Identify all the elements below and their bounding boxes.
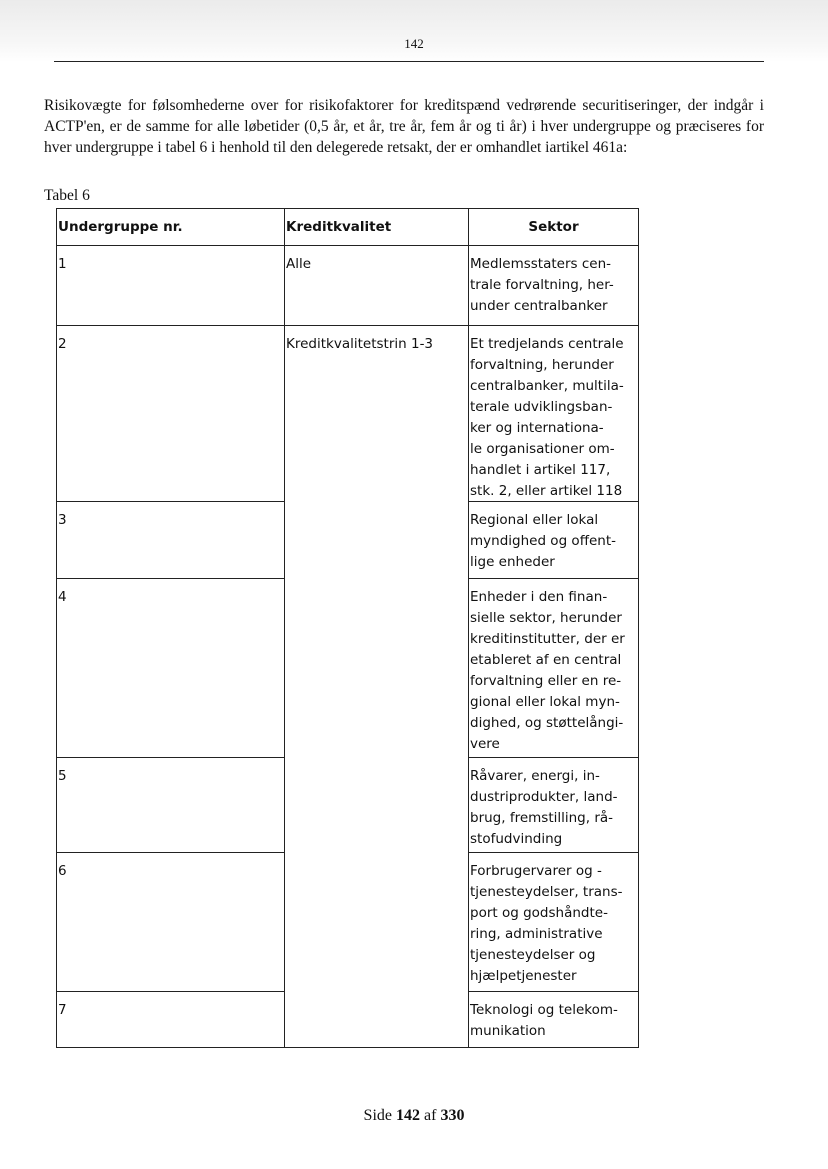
row-7-nr: 7 <box>56 991 285 1048</box>
header-kreditkvalitet: Kreditkvalitet <box>284 208 469 246</box>
footer-prefix: Side <box>363 1107 392 1124</box>
footer-sep: af <box>424 1107 437 1124</box>
row-5-sektor: Råvarer, energi, in- dustriprodukter, land- brug, fremstilling, rå- stofudvinding <box>468 757 639 853</box>
row-6-nr: 6 <box>56 852 285 992</box>
footer-current-page: 142 <box>396 1107 420 1124</box>
header-sektor: Sektor <box>468 208 639 246</box>
row-6-sektor: Forbrugervarer og - tjenesteydelser, trans- port og godshåndte- ring, administrative tjenesteydelser og hjælpetjenester <box>468 852 639 992</box>
row-1-nr: 1 <box>56 245 285 326</box>
row-2-sektor: Et tredjelands centrale forvaltning, herunder centralbanker, multila- terale udviklingsban- ker og internationa- le organisationer om- handlet i artikel 117, stk. 2, eller artikel 118 <box>468 325 639 502</box>
scan-shade <box>0 0 828 62</box>
row-3-sektor: Regional eller lokal myndighed og offent- lige enheder <box>468 501 639 579</box>
row-3-nr: 3 <box>56 501 285 579</box>
table-caption: Tabel 6 <box>44 187 90 204</box>
row-5-nr: 5 <box>56 757 285 853</box>
row-1-sektor: Medlemsstaters cen- trale forvaltning, her- under centralbanker <box>468 245 639 326</box>
page-number: 142 <box>404 36 424 51</box>
row-4-sektor: Enheder i den finan- sielle sektor, herunder kreditinstitutter, der er etableret af en central forvaltning eller en re- gional eller lokal myn- dighed, og støttelångi- vere <box>468 578 639 758</box>
header-rule <box>54 61 764 62</box>
intro-paragraph: Risikovægte for følsomhederne over for risikofaktorer for kreditspænd vedrørende securitiseringer, der indgår i ACTP'en, er de samme for alle løbetider (0,5 år, et år, tre år, fem år og ti år) i hver undergruppe og præciseres for hver undergruppe i tabel 6 i henhold til den delegerede retsakt, der er omhandlet iartikel 461a: <box>44 97 764 156</box>
row-2-nr: 2 <box>56 325 285 502</box>
row-1-kvalitet: Alle <box>284 245 469 326</box>
row-4-nr: 4 <box>56 578 285 758</box>
page-footer <box>0 1107 828 1125</box>
header-undergruppe: Undergruppe nr. <box>56 208 285 246</box>
kreditkvalitet-merged-cell: Kreditkvalitetstrin 1-3 <box>284 325 469 1048</box>
footer-total-pages: 330 <box>440 1107 465 1124</box>
row-7-sektor: Teknologi og telekom- munikation <box>468 991 639 1048</box>
